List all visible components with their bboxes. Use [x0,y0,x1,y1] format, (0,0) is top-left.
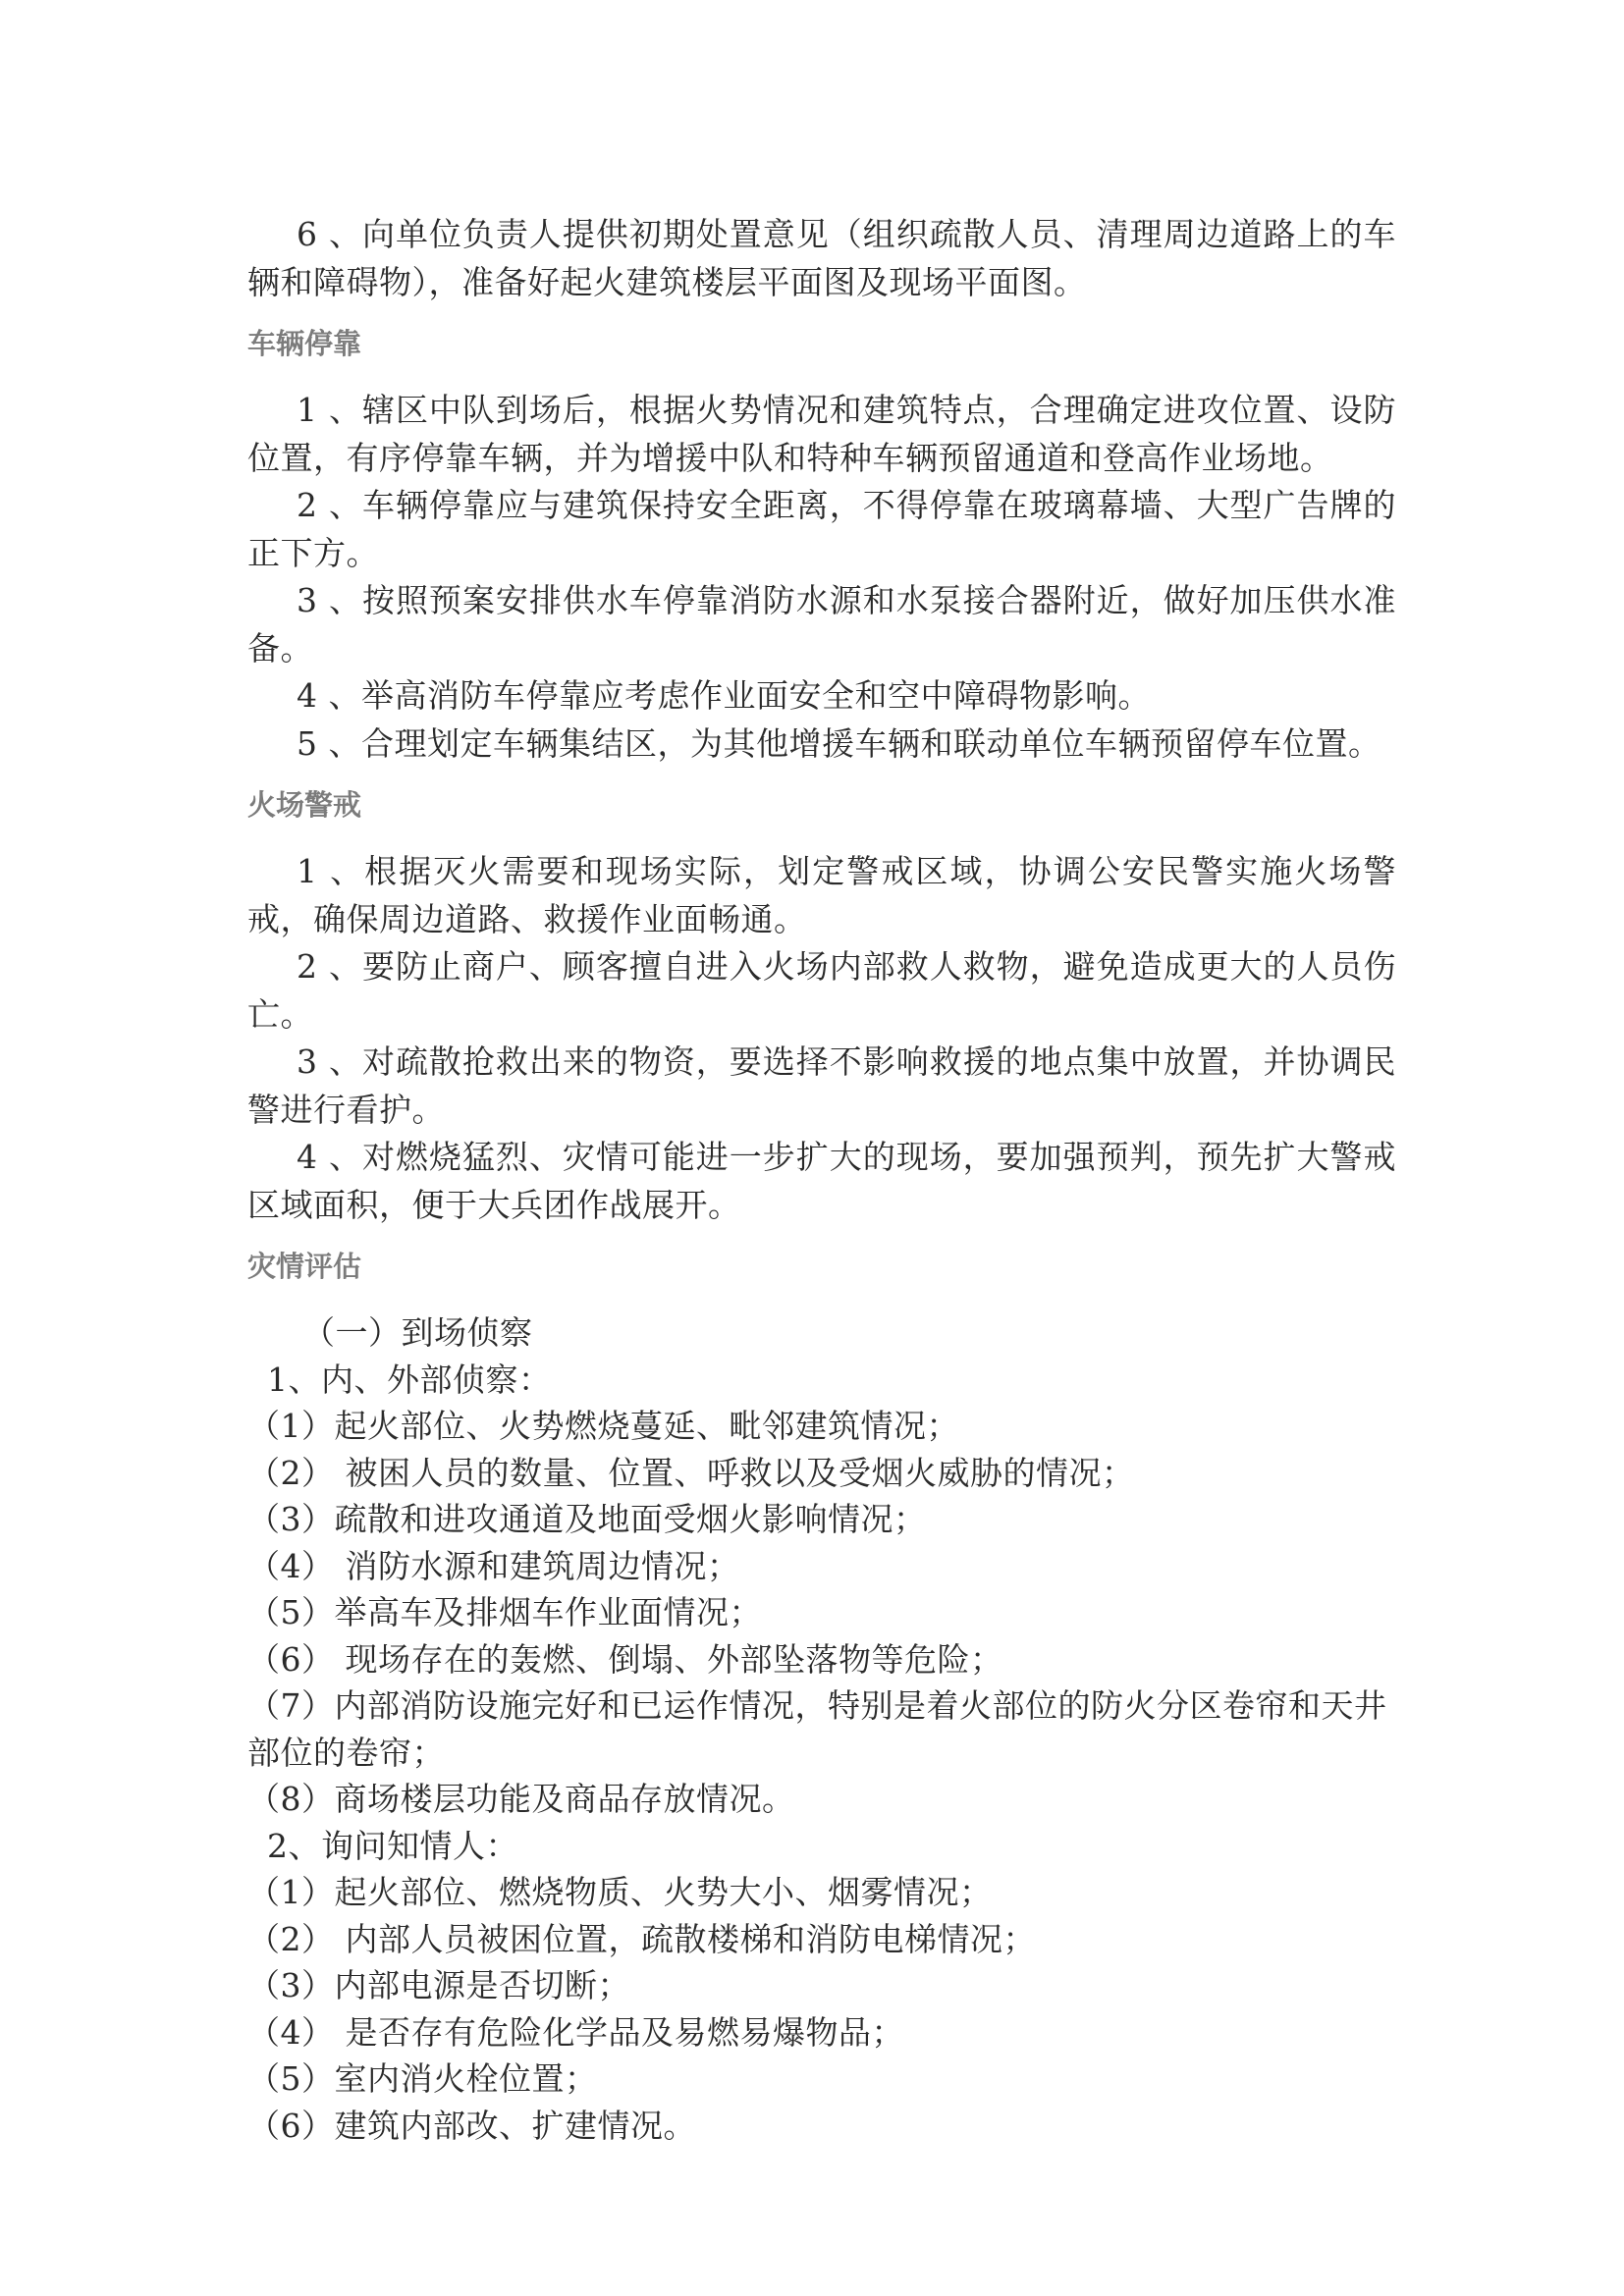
intro-paragraph: 6 、向单位负责人提供初期处置意见（组织疏散人员、清理周边道路上的车辆和障碍物），准备好起火建筑楼层平面图及现场平面图。 [247,215,1396,301]
assessment-group2-item: （5）室内消火栓位置； [247,2059,598,2098]
cordon-item: 4 、对燃烧猛烈、灾情可能进一步扩大的现场，要加强预判，预先扩大警戒区域面积，便于大兵团作战展开。 [247,1138,1396,1224]
assessment-group1-item: （1）起火部位、火势燃烧蔓延、毗邻建筑情况； [247,1407,959,1445]
parking-list [247,387,1396,768]
assessment-group1-item: （3）疏散和进攻通道及地面受烟火影响情况； [247,1500,927,1538]
parking-item: 2 、车辆停靠应与建筑保持安全距离，不得停靠在玻璃幕墙、大型广告牌的正下方。 [247,486,1396,572]
assessment-group1-item: （7）内部消防设施完好和已运作情况，特别是着火部位的防火分区卷帘和天井部位的卷帘； [247,1686,1387,1772]
assessment-group2-item: （3）内部电源是否切断； [247,1966,630,2004]
parking-item: 4 、举高消防车停靠应考虑作业面安全和空中障碍物影响。 [297,676,1151,715]
assessment-group1-item: （5）举高车及排烟车作业面情况； [247,1593,762,1631]
cordon-item: 2 、要防止商户、顾客擅自进入火场内部救人救物，避免造成更大的人员伤亡。 [247,947,1396,1034]
document-page [247,211,1396,2149]
assessment-group2-item: （4） 是否存有危险化学品及易燃易爆物品； [247,2012,904,2052]
assessment-part-title: （一）到场侦察 [302,1313,533,1352]
section-heading-cordon: 火场警戒 [247,788,362,822]
cordon-item: 1 、根据灭火需要和现场实际，划定警戒区域，协调公安民警实施火场警戒，确保周边道路、救援作业面畅通。 [247,852,1396,938]
parking-item: 1 、辖区中队到场后，根据火势情况和建筑特点，合理确定进攻位置、设防位置，有序停靠车辆，并为增援中队和特种车辆预留通道和登高作业场地。 [247,391,1396,477]
cordon-list [247,848,1396,1229]
assessment-group1-title: 1、内、外部侦察： [267,1360,552,1399]
section-heading-assessment: 灾情评估 [247,1250,362,1283]
parking-item: 3 、按照预案安排供水车停靠消防水源和水泵接合器附近，做好加压供水准备。 [247,581,1396,667]
section-heading-parking: 车辆停靠 [247,327,362,360]
assessment-group2-item: （2） 内部人员被困位置，疏散楼梯和消防电梯情况； [247,1919,1036,1958]
assessment-group2-item: （6）建筑内部改、扩建情况。 [247,2106,696,2145]
assessment-group1-item: （4） 消防水源和建筑周边情况； [247,1546,740,1585]
cordon-item: 3 、对疏散抢救出来的物资，要选择不影响救援的地点集中放置，并协调民警进行看护。 [247,1042,1396,1129]
parking-item: 5 、合理划定车辆集结区，为其他增援车辆和联动单位车辆预留停车位置。 [297,723,1381,763]
assessment-group1-item: （2） 被困人员的数量、位置、呼救以及受烟火威胁的情况； [247,1453,1135,1492]
assessment-group2-title: 2、询问知情人： [267,1826,518,1865]
assessment-group2-item: （1）起火部位、燃烧物质、火势大小、烟雾情况； [247,1873,993,1911]
assessment-content [247,1309,1396,2149]
assessment-group1-item: （8）商场楼层功能及商品存放情况。 [247,1780,795,1818]
assessment-group1-item: （6） 现场存在的轰燃、倒塌、外部坠落物等危险； [247,1639,1003,1679]
